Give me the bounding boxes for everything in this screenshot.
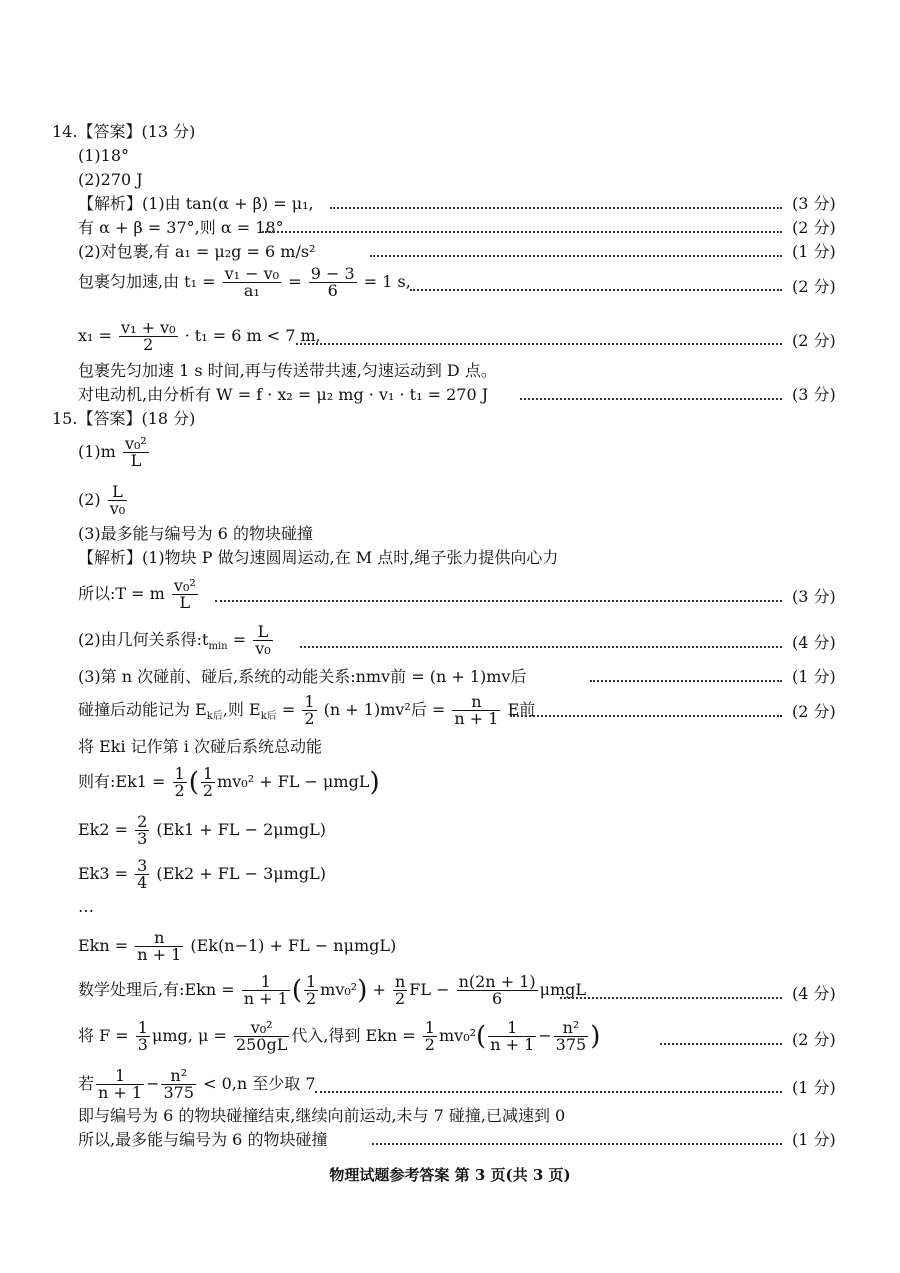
denominator: n + 1 — [490, 1035, 535, 1054]
score: (4 分) — [792, 633, 836, 652]
q15-conclusion-2: 所以,最多能与编号为 6 的物块碰撞 — [78, 1130, 328, 1149]
leader-dots — [296, 343, 782, 345]
q15-ek1 — [78, 766, 380, 799]
denominator: L — [130, 451, 142, 470]
equation-text: (Ek(n−1) + FL − nμmgL) — [190, 936, 397, 955]
denominator: 3 — [137, 829, 148, 848]
fraction — [304, 974, 318, 1007]
q15-heading: 15.【答案】(18 分) — [52, 409, 196, 428]
numerator: L — [253, 624, 272, 641]
numerator: 1 — [424, 1018, 435, 1037]
leader-dots — [520, 398, 782, 400]
numerator: 1 — [137, 1018, 148, 1037]
score: (3 分) — [792, 194, 836, 213]
paren: ) — [369, 767, 380, 798]
q15-part-1: 【解析】(1)物块 P 做匀速圆周运动,在 M 点时,绳子张力提供向心力 — [78, 548, 559, 567]
denominator: n + 1 — [137, 945, 182, 964]
denominator: a₁ — [243, 281, 260, 300]
equation-text: = — [281, 700, 296, 719]
equation-text: 数学处理后,有:Ekn = — [78, 980, 235, 999]
leader-dots — [410, 289, 782, 291]
equation-text: 代入,得到 Ekn = — [291, 1026, 416, 1045]
q14-step-5 — [78, 320, 321, 353]
equation-text: ,则 E — [222, 700, 261, 719]
fraction — [554, 1020, 589, 1053]
equation-text: − — [146, 1074, 160, 1093]
fraction — [201, 766, 215, 799]
equation-text: = — [288, 272, 302, 291]
numerator: n — [452, 694, 500, 711]
fraction — [423, 1020, 437, 1053]
denominator: 6 — [327, 281, 338, 300]
equation-text: + — [372, 980, 386, 999]
denominator: 4 — [137, 873, 148, 892]
equation-text: Ek2 = — [78, 820, 129, 839]
fraction — [136, 1020, 150, 1053]
equation-text: (n + 1)mv²后 = — [323, 700, 446, 719]
fraction — [223, 266, 281, 299]
subscript: k后 — [260, 711, 277, 723]
denominator: 2 — [202, 781, 214, 800]
q15-substitute — [78, 1020, 600, 1053]
leader-dots — [560, 997, 782, 999]
leader-dots — [660, 1043, 782, 1045]
denominator: 6 — [492, 989, 503, 1008]
denominator: L — [179, 593, 191, 612]
equation-text: mv₀² + FL − μmgL — [217, 772, 370, 791]
score: (1 分) — [792, 1130, 836, 1149]
equation-text: · t₁ = 6 m < 7 m, — [184, 326, 321, 345]
fraction — [108, 484, 127, 517]
equation-text: Ek3 = — [78, 864, 129, 883]
paren: ( — [188, 767, 199, 798]
equation-text: (Ek1 + FL − 2μmgL) — [156, 820, 326, 839]
q15-part-2 — [78, 624, 275, 658]
equation-text: μmg, μ = — [151, 1026, 227, 1045]
equation-text: 包裹匀加速,由 t₁ = — [78, 272, 216, 291]
q14-step-6: 包裹先匀加速 1 s 时间,再与传送带共速,匀速运动到 D 点。 — [78, 361, 497, 380]
numerator: n² — [161, 1068, 196, 1085]
q15-answer-3: (3)最多能与编号为 6 的物块碰撞 — [78, 524, 314, 543]
numerator: 1 — [304, 692, 315, 711]
fraction — [253, 624, 272, 657]
leader-dots — [315, 1091, 782, 1093]
denominator: 375 — [163, 1083, 195, 1102]
numerator: 1 — [202, 764, 214, 783]
fraction — [135, 930, 183, 963]
q15-inequality — [78, 1068, 316, 1101]
equation-text: 将 F = — [78, 1026, 129, 1045]
numerator: v₀² — [124, 434, 147, 453]
q15-answer-2 — [78, 484, 129, 517]
equation-text: 若 — [78, 1074, 95, 1093]
equation-text: Ekn = — [78, 936, 129, 955]
paren: ) — [357, 975, 368, 1006]
equation-text: μmgL — [539, 980, 587, 999]
denominator: 2 — [304, 709, 315, 728]
leader-dots — [590, 680, 782, 682]
numerator: n — [394, 972, 406, 991]
fraction — [135, 814, 149, 847]
q14-step-4 — [78, 266, 411, 299]
equation-text: = — [232, 630, 247, 649]
equation-text: mv₀² — [438, 1026, 477, 1045]
denominator: n + 1 — [243, 989, 288, 1008]
denominator: 375 — [555, 1035, 587, 1054]
score: (3 分) — [792, 587, 836, 606]
equation-text: (2)由几何关系得:t — [78, 630, 209, 649]
fraction — [242, 974, 290, 1007]
numerator: n — [135, 930, 183, 947]
denominator: v₀ — [255, 639, 271, 658]
equation-text: = 1 s, — [363, 272, 411, 291]
denominator: 2 — [174, 781, 185, 800]
score: (2 分) — [792, 277, 836, 296]
fraction — [173, 766, 187, 799]
equation-text: (1)m — [78, 442, 116, 461]
numerator: 1 — [488, 1020, 536, 1037]
fraction — [457, 974, 538, 1007]
numerator: 2 — [137, 812, 148, 831]
fraction — [452, 694, 500, 727]
leader-dots — [330, 207, 782, 209]
equation-text: mv₀² — [320, 980, 358, 999]
score: (1 分) — [792, 667, 836, 686]
fraction — [123, 436, 149, 469]
equation-text: (2) — [78, 490, 101, 509]
fraction — [161, 1068, 196, 1101]
score: (1 分) — [792, 242, 836, 261]
fraction — [309, 266, 357, 299]
leader-dots — [510, 715, 782, 717]
q14-answer-2: (2)270 J — [78, 170, 143, 189]
leader-dots — [372, 1143, 782, 1145]
numerator: L — [108, 484, 127, 501]
score: (2 分) — [792, 1030, 836, 1049]
numerator: n(2n + 1) — [458, 972, 536, 991]
q14-step-2: 有 α + β = 37°,则 α = 18° — [78, 218, 284, 237]
score: (2 分) — [792, 702, 836, 721]
q14-step-1: 【解析】(1)由 tan(α + β) = μ₁, — [78, 194, 314, 213]
score: (4 分) — [792, 984, 836, 1003]
page-footer: 物理试题参考答案 第 3 页(共 3 页) — [329, 1166, 571, 1184]
paren: ( — [291, 975, 302, 1006]
equation-text: FL − — [409, 980, 450, 999]
numerator: v₁ + v₀ — [121, 318, 176, 337]
q15-part-3: (3)第 n 次碰前、碰后,系统的动能关系:nmv前 = (n + 1)mv后 — [78, 667, 527, 686]
denominator: 2 — [143, 335, 154, 354]
leader-dots — [300, 646, 782, 648]
equation-text: (Ek2 + FL − 3μmgL) — [156, 864, 326, 883]
q15-define-eki: 将 Eki 记作第 i 次碰后系统总动能 — [78, 737, 322, 756]
numerator: v₀² — [234, 1020, 289, 1037]
numerator: 1 — [96, 1068, 144, 1085]
denominator: 3 — [137, 1035, 148, 1054]
score: (2 分) — [792, 218, 836, 237]
equation-text: < 0,n 至少取 7 — [203, 1074, 316, 1093]
numerator: 1 — [242, 974, 290, 991]
equation-text: 碰撞后动能记为 E — [78, 700, 207, 719]
denominator: 2 — [395, 989, 406, 1008]
score: (1 分) — [792, 1078, 836, 1097]
q14-step-7: 对电动机,由分析有 W = f · x₂ = μ₂ mg · v₁ · t₁ = 270 J — [78, 385, 489, 404]
numerator: n² — [554, 1020, 589, 1037]
leader-dots — [370, 255, 782, 257]
fraction — [119, 320, 177, 353]
denominator: n + 1 — [98, 1083, 143, 1102]
numerator: 9 − 3 — [310, 264, 355, 283]
numerator: v₀² — [173, 576, 196, 595]
q15-ekn — [78, 930, 396, 963]
equation-text: E前 — [507, 700, 536, 719]
denominator: 2 — [305, 989, 317, 1008]
paren: ( — [476, 1021, 487, 1052]
denominator: 2 — [424, 1035, 435, 1054]
fraction — [135, 858, 149, 891]
q14-answer-1: (1)18° — [78, 146, 130, 165]
paren: ) — [590, 1021, 601, 1052]
q15-ekn-simplified — [78, 974, 586, 1007]
numerator: 3 — [137, 856, 148, 875]
q14-heading: 14.【答案】(13 分) — [52, 122, 196, 141]
fraction — [488, 1020, 536, 1053]
q15-ek3 — [78, 858, 326, 891]
leader-dots — [262, 231, 782, 233]
ellipsis: … — [78, 897, 94, 916]
q14-step-3: (2)对包裹,有 a₁ = μ₂g = 6 m/s² — [78, 242, 316, 261]
fraction — [302, 694, 316, 727]
numerator: 1 — [174, 764, 185, 783]
numerator: 1 — [305, 972, 317, 991]
equation-text: x₁ = — [78, 326, 112, 345]
denominator: v₀ — [109, 499, 126, 518]
fraction — [96, 1068, 144, 1101]
q15-conclusion-1: 即与编号为 6 的物块碰撞结束,继续向前运动,未与 7 碰撞,已减速到 0 — [78, 1106, 566, 1125]
q15-answer-1 — [78, 436, 151, 469]
equation-text: 所以:T = m — [78, 584, 165, 603]
q15-ek2 — [78, 814, 326, 847]
fraction — [172, 578, 198, 611]
score: (2 分) — [792, 331, 836, 350]
equation-text: 则有:Ek1 = — [78, 772, 166, 791]
denominator: n + 1 — [454, 709, 499, 728]
leader-dots — [215, 600, 782, 602]
numerator: v₁ − v₀ — [224, 264, 280, 283]
score: (3 分) — [792, 385, 836, 404]
q15-tension — [78, 578, 200, 611]
subscript: k后 — [206, 711, 223, 723]
fraction — [393, 974, 407, 1007]
fraction — [234, 1020, 289, 1053]
denominator: 250gL — [235, 1035, 288, 1054]
equation-text: − — [538, 1026, 552, 1045]
subscript: min — [208, 641, 228, 653]
q15-energy-after — [78, 694, 535, 728]
